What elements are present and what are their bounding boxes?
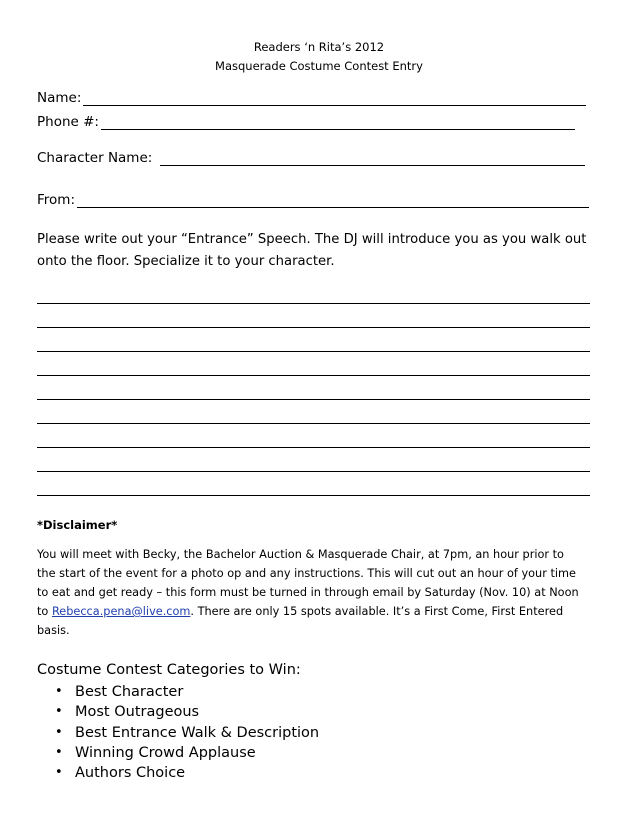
name-row	[37, 90, 586, 106]
speech-line[interactable]	[37, 471, 590, 472]
character-name-label: Character Name:	[37, 150, 153, 166]
list-item	[55, 702, 319, 722]
name-label: Name:	[37, 90, 82, 106]
categories-heading: Costume Contest Categories to Win:	[37, 662, 301, 678]
phone-row	[37, 114, 575, 130]
disclaimer-to: to	[37, 605, 52, 618]
list-item	[55, 723, 319, 743]
character-name-field[interactable]	[160, 152, 585, 166]
speech-instructions-line: onto the floor. Specialize it to your character.	[37, 254, 335, 269]
list-item	[55, 743, 319, 763]
category-label: Best Character	[75, 684, 184, 700]
disclaimer-spots: . There are only 15 spots available. It’s a First Come, First Entered	[190, 605, 564, 618]
bullet-icon: •	[55, 684, 63, 699]
speech-line[interactable]	[37, 495, 590, 496]
speech-instructions	[37, 229, 586, 273]
list-item	[55, 763, 319, 783]
disclaimer-heading: *Disclaimer*	[37, 518, 118, 532]
categories-list	[55, 682, 319, 783]
bullet-icon: •	[55, 744, 63, 760]
phone-label: Phone #:	[37, 114, 99, 130]
bullet-icon: •	[55, 765, 63, 781]
category-label: Best Entrance Walk & Description	[75, 724, 320, 741]
from-label: From:	[37, 192, 75, 208]
speech-line[interactable]	[37, 351, 590, 352]
name-field[interactable]	[83, 92, 586, 106]
form-subtitle: Masquerade Costume Contest Entry	[215, 59, 423, 73]
disclaimer-line	[37, 602, 607, 621]
bullet-icon: •	[55, 704, 63, 720]
disclaimer-line: the start of the event for a photo op and any instructions. This will cut out an hour of your time	[37, 567, 576, 580]
speech-line[interactable]	[37, 447, 590, 448]
phone-field[interactable]	[101, 116, 575, 130]
from-row	[37, 192, 589, 208]
event-title: Readers ‘n Rita’s 2012	[253, 40, 385, 54]
speech-line[interactable]	[37, 423, 590, 424]
list-item	[55, 682, 319, 702]
category-label: Most Outrageous	[75, 704, 200, 721]
category-label: Authors Choice	[75, 765, 186, 782]
email-link[interactable]: Rebecca.pena@live.com	[51, 605, 191, 618]
speech-instructions-line: Please write out your “Entrance” Speech. The DJ will introduce you as you walk out	[37, 232, 587, 247]
speech-line[interactable]	[37, 303, 590, 304]
disclaimer-line: basis.	[37, 624, 70, 637]
disclaimer-line: You will meet with Becky, the Bachelor Auction & Masquerade Chair, at 7pm, an hour prior to	[37, 548, 564, 561]
disclaimer-text	[37, 545, 607, 640]
speech-line[interactable]	[37, 327, 590, 328]
speech-line[interactable]	[37, 375, 590, 376]
bullet-icon: •	[55, 724, 63, 740]
disclaimer-line: to eat and get ready – this form must be turned in through email by Saturday (Nov. 10) at Noon	[37, 586, 579, 599]
from-field[interactable]	[77, 194, 589, 208]
speech-line[interactable]	[37, 399, 590, 400]
character-name-row	[37, 150, 585, 166]
category-label: Winning Crowd Applause	[75, 744, 256, 761]
